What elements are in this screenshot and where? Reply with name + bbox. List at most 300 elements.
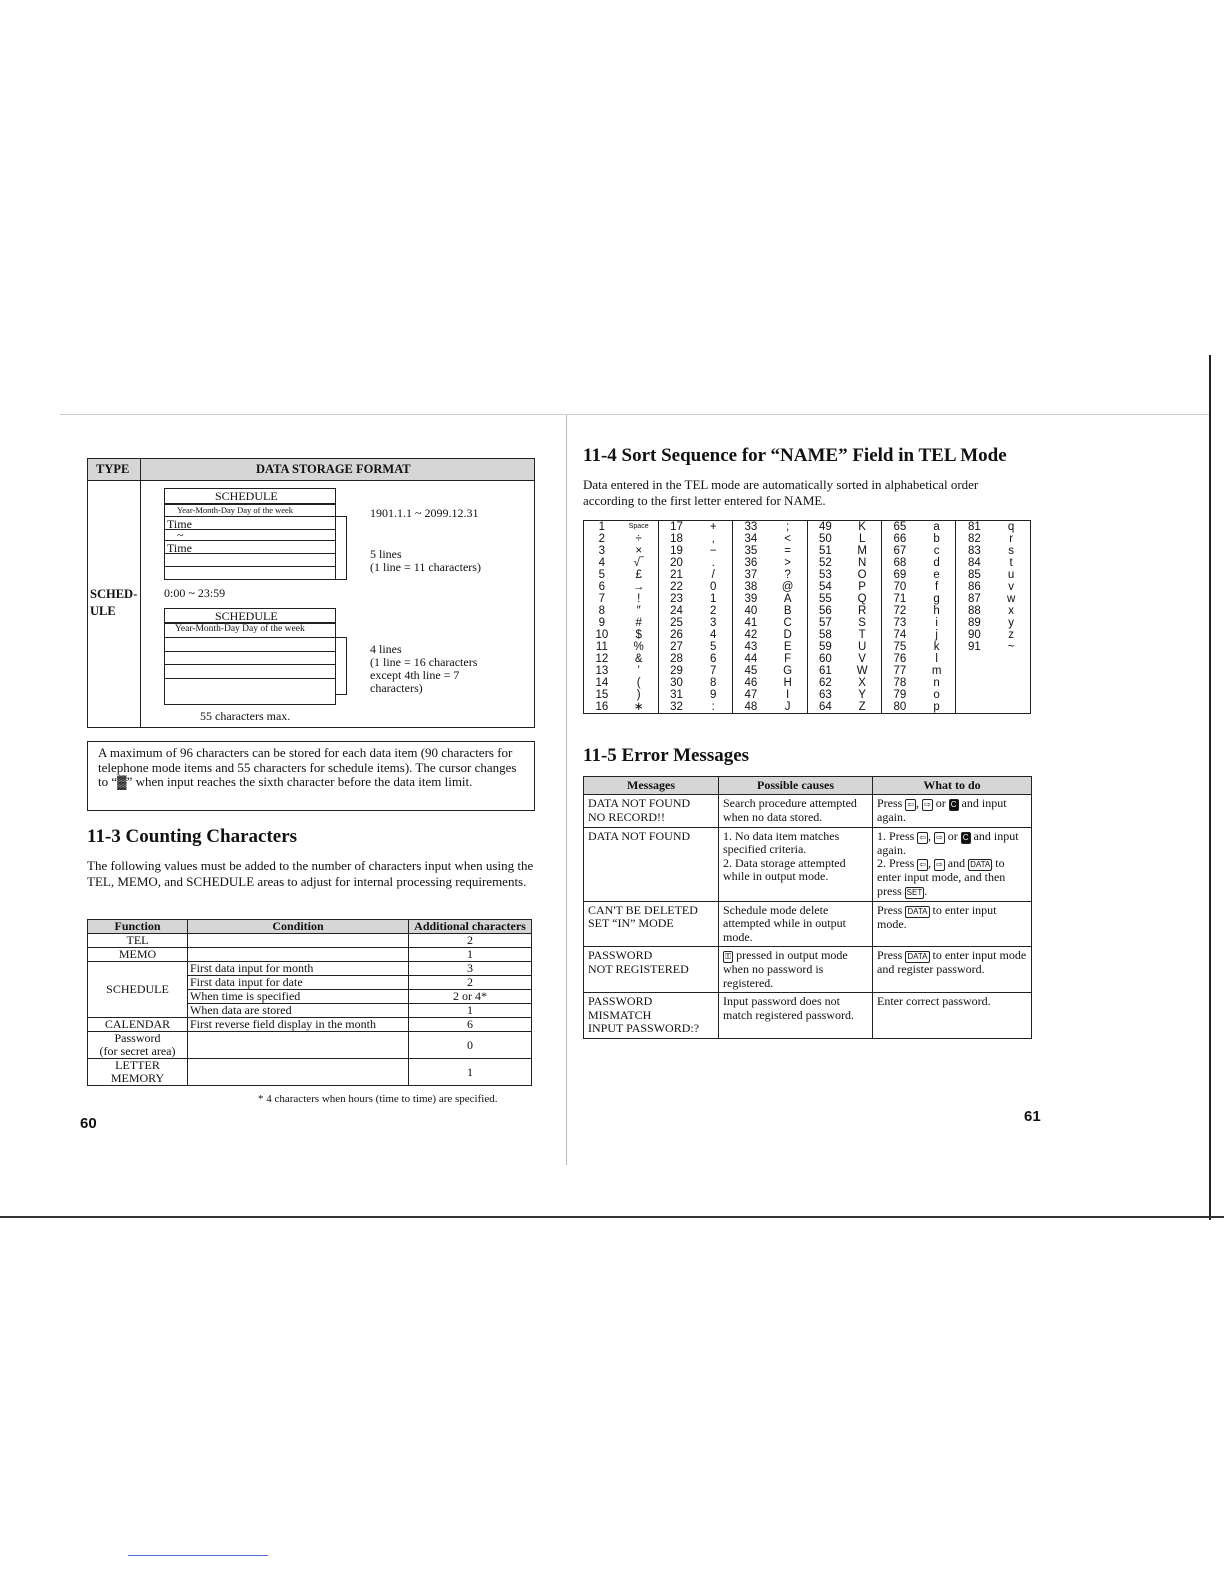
sort-rank: 29 bbox=[658, 665, 694, 677]
footnote: * 4 characters when hours (time to time) are specified. bbox=[258, 1093, 498, 1105]
err3-cause: Schedule mode delete attempted while in output mode. bbox=[719, 901, 873, 947]
schedule-title-frame-2 bbox=[164, 608, 336, 623]
right-key-icon: ⇨ bbox=[924, 800, 931, 809]
sort-char: L bbox=[843, 533, 881, 545]
sort-char bbox=[992, 665, 1030, 677]
sort-char: ( bbox=[620, 677, 658, 689]
sort-rank: 59 bbox=[807, 641, 843, 653]
sort-rank: 91 bbox=[956, 641, 992, 653]
sort-rank: 80 bbox=[882, 701, 918, 714]
sort-rank: 67 bbox=[882, 545, 918, 557]
sort-rank: 79 bbox=[882, 689, 918, 701]
sort-char: R bbox=[843, 605, 881, 617]
err2-actions: 1. Press ⇦ , ⇨ or C and input again. 2. Press ⇦ , ⇨ and DATA to enter input mode, and then press SET . bbox=[873, 827, 1032, 901]
sort-rank: 12 bbox=[584, 653, 620, 665]
left-key-icon: ⇦ bbox=[919, 832, 927, 842]
sort-char: m bbox=[918, 665, 956, 677]
sort-rank: 84 bbox=[956, 557, 992, 569]
sort-char: q bbox=[992, 521, 1030, 534]
sort-rank: 49 bbox=[807, 521, 843, 534]
schedule-title-frame-1 bbox=[164, 488, 336, 504]
sort-row bbox=[584, 533, 1031, 545]
sort-char: ? bbox=[769, 569, 807, 581]
sched-cond-2: First data input for date bbox=[188, 976, 409, 990]
format-header: DATA STORAGE FORMAT bbox=[256, 462, 411, 476]
col-causes: Possible causes bbox=[719, 777, 873, 795]
sort-char: 3 bbox=[694, 617, 732, 629]
sched-value-2: 2 bbox=[409, 976, 532, 990]
calendar-cond: First reverse field display in the month bbox=[188, 1018, 409, 1032]
error-messages-table bbox=[583, 776, 1032, 1039]
err4-message: PASSWORD NOT REGISTERED bbox=[584, 947, 719, 993]
err3-press: Press bbox=[877, 902, 903, 917]
sort-rank: 24 bbox=[658, 605, 694, 617]
sort-rank: 48 bbox=[733, 701, 769, 714]
sort-rank: 40 bbox=[733, 605, 769, 617]
sort-row bbox=[584, 629, 1031, 641]
sort-char: l bbox=[918, 653, 956, 665]
sched-value-3: 2 or 4* bbox=[409, 990, 532, 1004]
time-label-2: Time bbox=[167, 541, 192, 555]
sort-rank: 23 bbox=[658, 593, 694, 605]
bracket-4lines bbox=[336, 637, 347, 695]
sort-rank bbox=[956, 689, 992, 701]
sort-rank: 54 bbox=[807, 581, 843, 593]
sort-rank: 13 bbox=[584, 665, 620, 677]
note-box: A maximum of 96 characters can be stored for each data item (90 characters for telephone mode items and 55 characters for schedule items). The cursor changes to “▓” when input reaches the sixth character before the data item limit. bbox=[87, 741, 535, 811]
sort-rank: 89 bbox=[956, 617, 992, 629]
sort-char: F bbox=[769, 653, 807, 665]
sort-rank: 62 bbox=[807, 677, 843, 689]
err1-input-again: and input again. bbox=[877, 796, 1007, 824]
sort-row bbox=[584, 545, 1031, 557]
err2-cause-2: 2. Data storage attempted while in output mode. bbox=[723, 855, 846, 883]
sort-char: + bbox=[694, 521, 732, 534]
sort-char: U bbox=[843, 641, 881, 653]
sort-char: p bbox=[918, 701, 956, 714]
five-lines: 5 lines bbox=[370, 547, 402, 561]
data-key-icon: DATA bbox=[907, 952, 928, 961]
schedule-title-2: SCHEDULE bbox=[215, 609, 278, 623]
err2-cause-1: 1. No data item matches specified criteria. bbox=[723, 828, 840, 856]
counting-characters-table bbox=[87, 919, 532, 1086]
sort-char: > bbox=[769, 557, 807, 569]
err5-action: Enter correct password. bbox=[873, 993, 1032, 1039]
sort-row bbox=[584, 653, 1031, 665]
right-key-icon: ⇨ bbox=[936, 860, 943, 869]
sort-char: ; bbox=[769, 521, 807, 534]
err1-cause: Search procedure attempted when no data stored. bbox=[719, 795, 873, 828]
sort-char: a bbox=[918, 521, 956, 534]
sort-rank: 1 bbox=[584, 521, 620, 534]
sort-char: 4 bbox=[694, 629, 732, 641]
ymd-label-2: Year-Month-Day Day of the week bbox=[175, 624, 305, 634]
schedule-type-label: SCHED- ULE bbox=[90, 587, 138, 618]
sort-rank bbox=[956, 665, 992, 677]
sort-rank: 15 bbox=[584, 689, 620, 701]
sort-char: c bbox=[918, 545, 956, 557]
except-fourth: except 4th line = 7 bbox=[370, 668, 460, 682]
left-key-icon: ⇦ bbox=[919, 860, 927, 869]
sort-char: x bbox=[992, 605, 1030, 617]
sort-char: ∗ bbox=[620, 701, 658, 714]
err4-cause bbox=[719, 947, 873, 993]
sort-char: I bbox=[769, 689, 807, 701]
c-key-icon: C bbox=[950, 800, 957, 809]
sort-char: / bbox=[694, 569, 732, 581]
sort-char: d bbox=[918, 557, 956, 569]
sort-rank: 41 bbox=[733, 617, 769, 629]
sort-rank: 47 bbox=[733, 689, 769, 701]
err1-or: or bbox=[932, 796, 949, 810]
sort-row bbox=[584, 569, 1031, 581]
col-function: Function bbox=[88, 920, 188, 934]
sched-cond-3: When time is specified bbox=[188, 990, 409, 1004]
sort-rank: 9 bbox=[584, 617, 620, 629]
sort-char: Z bbox=[843, 701, 881, 714]
sort-char: × bbox=[620, 545, 658, 557]
sort-char: s bbox=[992, 545, 1030, 557]
sort-rank: 66 bbox=[882, 533, 918, 545]
data-key-icon: DATA bbox=[970, 860, 991, 869]
sort-char: H bbox=[769, 677, 807, 689]
sort-char bbox=[992, 653, 1030, 665]
sort-char: √‾ bbox=[620, 557, 658, 569]
sort-row bbox=[584, 665, 1031, 677]
sort-rank: 2 bbox=[584, 533, 620, 545]
sort-char: 9 bbox=[694, 689, 732, 701]
sort-char: V bbox=[843, 653, 881, 665]
sort-rank: 75 bbox=[882, 641, 918, 653]
sort-rank: 18 bbox=[658, 533, 694, 545]
sort-char: £ bbox=[620, 569, 658, 581]
sched-cond-4: When data are stored bbox=[188, 1004, 409, 1018]
sort-sequence-table bbox=[583, 520, 1031, 714]
sort-char: N bbox=[843, 557, 881, 569]
schedule-title-1: SCHEDULE bbox=[215, 489, 278, 503]
type-header: TYPE bbox=[96, 462, 130, 476]
section-11-5-title: 11-5 Error Messages bbox=[583, 745, 750, 766]
sort-char: J bbox=[769, 701, 807, 714]
sort-char: X bbox=[843, 677, 881, 689]
sort-char: $ bbox=[620, 629, 658, 641]
sort-rank bbox=[956, 677, 992, 689]
sort-char: K bbox=[843, 521, 881, 534]
sort-char: z bbox=[992, 629, 1030, 641]
sort-rank: 22 bbox=[658, 581, 694, 593]
sort-char: 1 bbox=[694, 593, 732, 605]
sort-row bbox=[584, 689, 1031, 701]
sort-rank: 87 bbox=[956, 593, 992, 605]
err3-action bbox=[873, 901, 1032, 947]
sort-rank: 82 bbox=[956, 533, 992, 545]
sort-rank: 3 bbox=[584, 545, 620, 557]
sort-char: n bbox=[918, 677, 956, 689]
password-value: 0 bbox=[409, 1032, 532, 1059]
sort-rank: 57 bbox=[807, 617, 843, 629]
sort-rank: 14 bbox=[584, 677, 620, 689]
sort-rank: 10 bbox=[584, 629, 620, 641]
sort-rank: 85 bbox=[956, 569, 992, 581]
sort-char: P bbox=[843, 581, 881, 593]
col-additional: Additional characters bbox=[409, 920, 532, 934]
err4-press: Press bbox=[877, 948, 903, 962]
sort-rank: 5 bbox=[584, 569, 620, 581]
sort-rank: 21 bbox=[658, 569, 694, 581]
sort-char: Q bbox=[843, 593, 881, 605]
time-range: 0:00 ~ 23:59 bbox=[164, 586, 226, 600]
scan-top-rule bbox=[60, 414, 1210, 415]
sort-char: D bbox=[769, 629, 807, 641]
sort-char: 2 bbox=[694, 605, 732, 617]
sort-rank: 36 bbox=[733, 557, 769, 569]
sort-char: b bbox=[918, 533, 956, 545]
sort-rank: 61 bbox=[807, 665, 843, 677]
sort-char: A bbox=[769, 593, 807, 605]
sort-char bbox=[992, 701, 1030, 714]
err2-again: and input again. bbox=[877, 828, 1019, 857]
sort-rank: 77 bbox=[882, 665, 918, 677]
sort-rank: 46 bbox=[733, 677, 769, 689]
sort-rank: 71 bbox=[882, 593, 918, 605]
sort-row bbox=[584, 617, 1031, 629]
scan-underline bbox=[128, 1555, 268, 1556]
sort-char: o bbox=[918, 689, 956, 701]
sort-char: → bbox=[620, 581, 658, 593]
left-key-icon: ⇦ bbox=[907, 800, 915, 809]
sort-rank: 16 bbox=[584, 701, 620, 714]
tel-value: 2 bbox=[409, 934, 532, 948]
memo-value: 1 bbox=[409, 948, 532, 962]
sort-char: 8 bbox=[694, 677, 732, 689]
sort-char: ″ bbox=[620, 605, 658, 617]
sort-rank bbox=[956, 701, 992, 714]
sort-row bbox=[584, 593, 1031, 605]
col-condition: Condition bbox=[188, 920, 409, 934]
page-number-right: 61 bbox=[1024, 1108, 1041, 1125]
sort-rank: 78 bbox=[882, 677, 918, 689]
sort-rank: 51 bbox=[807, 545, 843, 557]
fn-tel: TEL bbox=[88, 934, 188, 948]
sort-rank: 33 bbox=[733, 521, 769, 534]
sort-rank: 43 bbox=[733, 641, 769, 653]
col-what-to-do: What to do bbox=[873, 777, 1032, 795]
time-label-1: Time bbox=[167, 517, 192, 531]
err1-press: Press bbox=[877, 796, 903, 810]
err1-action bbox=[873, 795, 1032, 828]
time-tilde: ~ bbox=[177, 528, 184, 542]
eleven-chars: (1 line = 11 characters) bbox=[370, 560, 481, 574]
fn-password: Password (for secret area) bbox=[88, 1032, 188, 1059]
max-55: 55 characters max. bbox=[200, 709, 291, 723]
err2-causes bbox=[719, 827, 873, 901]
err1-message: DATA NOT FOUND NO RECORD!! bbox=[584, 795, 719, 828]
err5-message: PASSWORD MISMATCH INPUT PASSWORD:? bbox=[584, 993, 719, 1039]
sort-char: G bbox=[769, 665, 807, 677]
sort-rank: 81 bbox=[956, 521, 992, 534]
sort-char: & bbox=[620, 653, 658, 665]
sort-char: : bbox=[694, 701, 732, 714]
sort-char: 0 bbox=[694, 581, 732, 593]
characters-close: characters) bbox=[370, 681, 423, 695]
sort-char: % bbox=[620, 641, 658, 653]
sort-char bbox=[992, 677, 1030, 689]
right-key-icon: ⇨ bbox=[936, 832, 943, 842]
err4-cause-text: pressed in output mode when no password is registered. bbox=[723, 948, 848, 990]
section-11-3-title: 11-3 Counting Characters bbox=[87, 826, 298, 847]
sort-char: . bbox=[694, 557, 732, 569]
sort-char: 7 bbox=[694, 665, 732, 677]
sort-rank: 32 bbox=[658, 701, 694, 714]
sort-char: j bbox=[918, 629, 956, 641]
sort-rank: 50 bbox=[807, 533, 843, 545]
err2-message: DATA NOT FOUND bbox=[584, 827, 719, 901]
sort-rank: 68 bbox=[882, 557, 918, 569]
sched-cond-1: First data input for month bbox=[188, 962, 409, 976]
sort-rank: 30 bbox=[658, 677, 694, 689]
sort-rank: 72 bbox=[882, 605, 918, 617]
sort-char: Y bbox=[843, 689, 881, 701]
sort-rank: 17 bbox=[658, 521, 694, 534]
sort-rank: 27 bbox=[658, 641, 694, 653]
data-key-icon: DATA bbox=[907, 906, 928, 916]
schedule-grid-2 bbox=[164, 623, 336, 705]
sort-char: y bbox=[992, 617, 1030, 629]
sort-char: ) bbox=[620, 689, 658, 701]
sort-rank: 34 bbox=[733, 533, 769, 545]
col-messages: Messages bbox=[584, 777, 719, 795]
sort-rank: 73 bbox=[882, 617, 918, 629]
sort-rank: 90 bbox=[956, 629, 992, 641]
sort-char: 6 bbox=[694, 653, 732, 665]
sched-value-4: 1 bbox=[409, 1004, 532, 1018]
err2-press-1: 1. Press bbox=[877, 828, 915, 843]
sort-rank: 64 bbox=[807, 701, 843, 714]
sort-rank: 58 bbox=[807, 629, 843, 641]
set-key-icon: SET bbox=[906, 887, 923, 897]
err3-input-mode: to enter input mode. bbox=[877, 902, 997, 931]
sort-rank: 19 bbox=[658, 545, 694, 557]
date-range: 1901.1.1 ~ 2099.12.31 bbox=[370, 506, 479, 520]
sort-char: @ bbox=[769, 581, 807, 593]
sort-rank: 4 bbox=[584, 557, 620, 569]
sort-char: i bbox=[918, 617, 956, 629]
sort-rank: 37 bbox=[733, 569, 769, 581]
sort-char: C bbox=[769, 617, 807, 629]
sort-char: T bbox=[843, 629, 881, 641]
sort-rank: 6 bbox=[584, 581, 620, 593]
sort-char: r bbox=[992, 533, 1030, 545]
sort-char bbox=[992, 689, 1030, 701]
section-11-4-title: 11-4 Sort Sequence for “NAME” Field in TEL Mode bbox=[583, 445, 1007, 466]
sort-char: ÷ bbox=[620, 533, 658, 545]
sort-rank: 38 bbox=[733, 581, 769, 593]
sort-rank: 70 bbox=[882, 581, 918, 593]
sort-rank: 26 bbox=[658, 629, 694, 641]
fn-letter-memory: LETTER MEMORY bbox=[88, 1059, 188, 1086]
sort-char: < bbox=[769, 533, 807, 545]
sort-rank: 28 bbox=[658, 653, 694, 665]
c-key-icon: C bbox=[962, 832, 969, 842]
data-storage-format-table bbox=[87, 458, 535, 728]
sort-row bbox=[584, 677, 1031, 689]
scan-bottom-rule bbox=[0, 1216, 1224, 1218]
ymd-label-1: Year-Month-Day Day of the week bbox=[177, 505, 294, 515]
sort-rank: 74 bbox=[882, 629, 918, 641]
sort-char: E bbox=[769, 641, 807, 653]
sort-rank: 60 bbox=[807, 653, 843, 665]
sort-char: − bbox=[694, 545, 732, 557]
sort-char: M bbox=[843, 545, 881, 557]
sort-rank: 88 bbox=[956, 605, 992, 617]
scan-edge bbox=[1209, 355, 1211, 1220]
sort-char: O bbox=[843, 569, 881, 581]
sort-rank: 25 bbox=[658, 617, 694, 629]
err1-comma: , bbox=[916, 796, 923, 810]
section-11-4-para: Data entered in the TEL mode are automatically sorted in alphabetical order according to the first letter entered for NAME. bbox=[583, 477, 979, 508]
sort-char: k bbox=[918, 641, 956, 653]
sort-char: f bbox=[918, 581, 956, 593]
sort-char: w bbox=[992, 593, 1030, 605]
sort-rank: 76 bbox=[882, 653, 918, 665]
sort-rank: 63 bbox=[807, 689, 843, 701]
sort-rank: 44 bbox=[733, 653, 769, 665]
sort-char: t bbox=[992, 557, 1030, 569]
sort-char: # bbox=[620, 617, 658, 629]
sort-char: ~ bbox=[992, 641, 1030, 653]
err2-then: to enter input mode, and then press bbox=[877, 856, 1006, 898]
fn-schedule: SCHEDULE bbox=[88, 962, 188, 1018]
sort-char: B bbox=[769, 605, 807, 617]
sched-value-1: 3 bbox=[409, 962, 532, 976]
sort-char: h bbox=[918, 605, 956, 617]
err4-register: to enter input mode and register password. bbox=[877, 948, 1027, 976]
sort-rank: 69 bbox=[882, 569, 918, 581]
bracket-5lines bbox=[336, 516, 347, 580]
schedule-grid-1 bbox=[164, 504, 336, 580]
sort-char: e bbox=[918, 569, 956, 581]
sort-rank: 35 bbox=[733, 545, 769, 557]
err4-action bbox=[873, 947, 1032, 993]
sort-rank: 83 bbox=[956, 545, 992, 557]
sort-row bbox=[584, 557, 1031, 569]
sort-char: g bbox=[918, 593, 956, 605]
sort-row bbox=[584, 581, 1031, 593]
letter-value: 1 bbox=[409, 1059, 532, 1086]
err5-cause: Input password does not match registered password. bbox=[719, 993, 873, 1039]
sort-char: v bbox=[992, 581, 1030, 593]
sort-char: S bbox=[843, 617, 881, 629]
password-key-icon: ⚿ bbox=[725, 952, 732, 961]
sort-rank: 56 bbox=[807, 605, 843, 617]
sort-rank: 7 bbox=[584, 593, 620, 605]
sort-row bbox=[584, 701, 1031, 714]
err2-press-2: 2. Press bbox=[877, 856, 915, 870]
sort-rank: 11 bbox=[584, 641, 620, 653]
sort-char: ! bbox=[620, 593, 658, 605]
sort-char: , bbox=[694, 533, 732, 545]
sort-rank: 8 bbox=[584, 605, 620, 617]
sixteen-chars: (1 line = 16 characters bbox=[370, 655, 478, 669]
sort-char: ’ bbox=[620, 665, 658, 677]
fn-calendar: CALENDAR bbox=[88, 1018, 188, 1032]
sort-row bbox=[584, 641, 1031, 653]
section-11-3-para: The following values must be added to the number of characters input when using the TEL, MEMO, and SCHEDULE areas to adjust for internal processing requirements. bbox=[87, 858, 534, 889]
sort-char: W bbox=[843, 665, 881, 677]
sort-rank: 45 bbox=[733, 665, 769, 677]
fn-memo: MEMO bbox=[88, 948, 188, 962]
sort-rank: 31 bbox=[658, 689, 694, 701]
